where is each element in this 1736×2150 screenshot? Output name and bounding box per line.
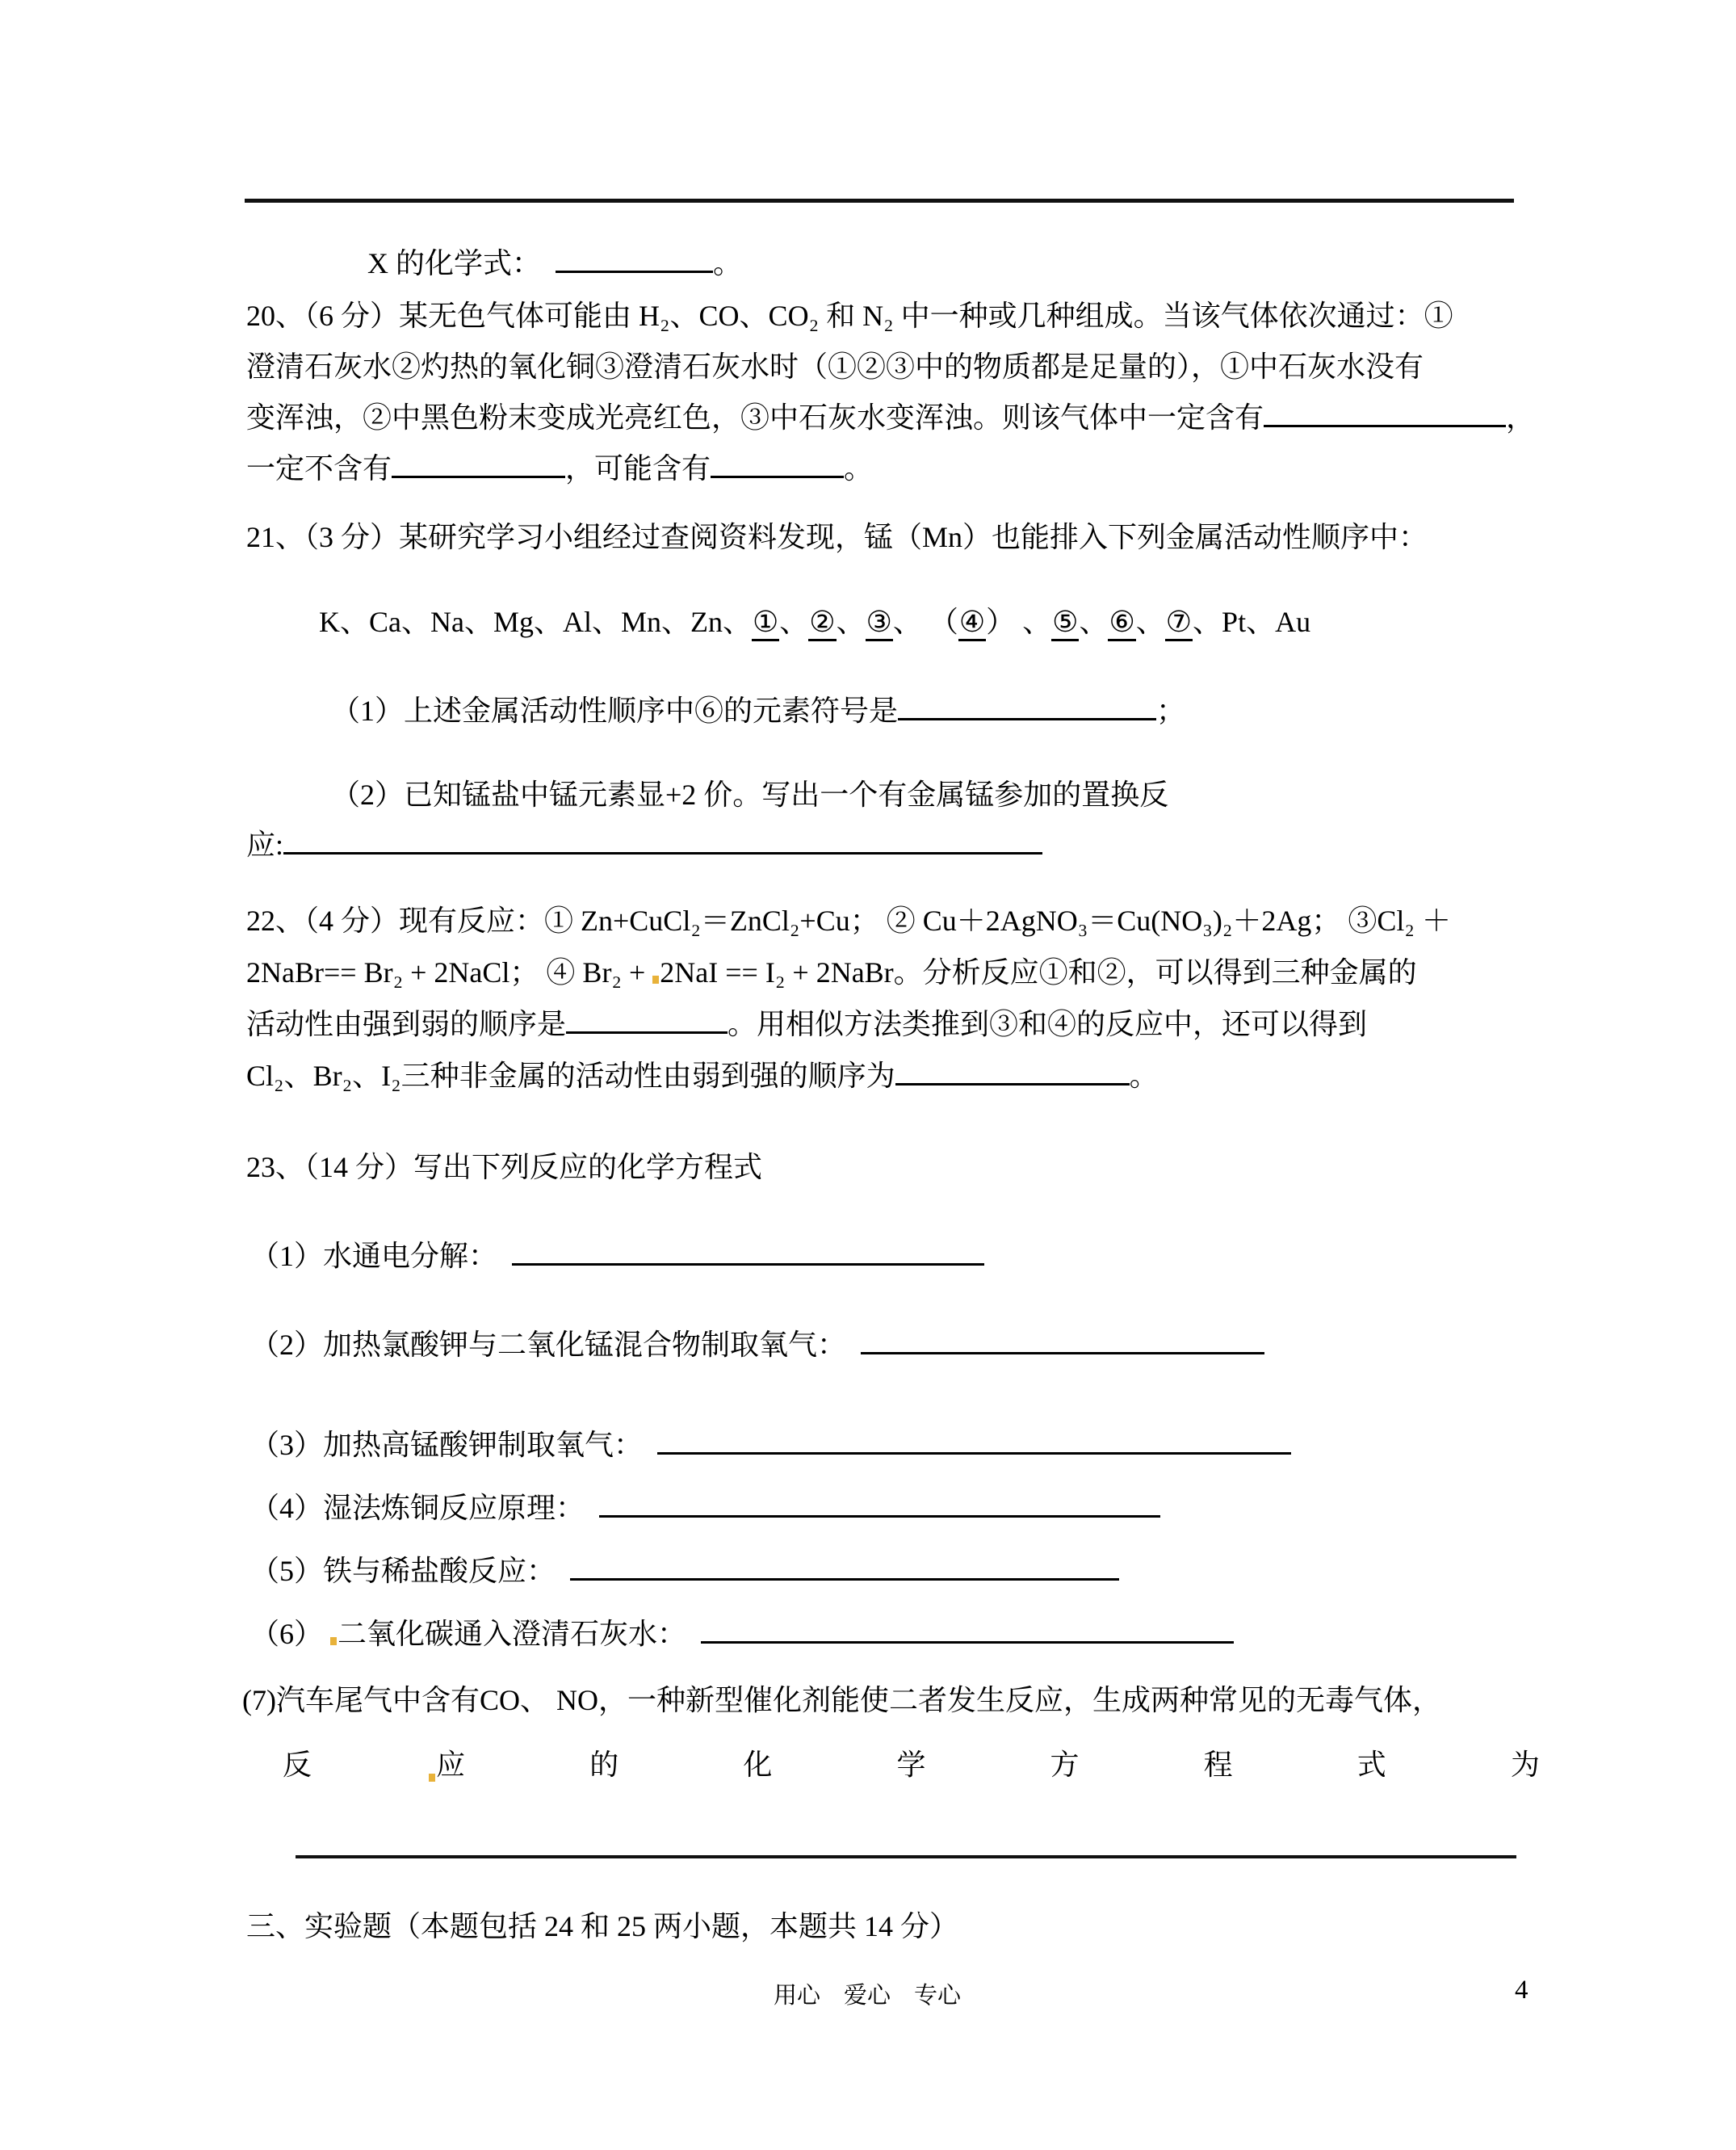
question-23-item-7-justified-line [283, 1742, 1540, 1783]
circled-number-underlined: ① [752, 606, 779, 641]
question-21-activity-series [319, 599, 1310, 640]
circled-number-underlined: ③ [866, 606, 893, 641]
footer-motto: 用心 爱心 专心 [774, 1983, 962, 2009]
text-segment: （6） [250, 1618, 331, 1650]
text-segment: （5）铁与稀盐酸反应： [250, 1555, 571, 1587]
text-segment: (7)汽车尾气中含有CO、 NO，一种新型催化剂能使二者发生反应，生成两种常见的无毒气体， [242, 1684, 1441, 1716]
text-segment: （1）上述金属活动性顺序中⑥的元素符号是 [331, 695, 899, 727]
text-segment: ； [1156, 695, 1186, 727]
question-22-line-1 [246, 895, 1451, 947]
answer-blank [1264, 397, 1506, 427]
answer-blank [701, 1614, 1234, 1644]
answer-blank [566, 1004, 728, 1034]
question-20-line-3 [246, 393, 1535, 443]
smart-tag-mark-icon [652, 976, 659, 984]
circled-number-underlined: ② [808, 606, 836, 641]
answer-blank [861, 1325, 1264, 1354]
question-21-heading [246, 514, 1428, 556]
answer-blank [570, 1551, 1119, 1581]
text-segment: 20、（6 分）某无色气体可能由 H₂、CO、CO₂ 和 N₂ 中一种或几种组成。当该气体依次通过：① [246, 300, 1453, 332]
text-segment: 一定不含有 [246, 452, 392, 485]
circled-number-underlined: ⑥ [1108, 606, 1135, 641]
answer-blank [711, 448, 844, 478]
question-21-sub2-continuation [246, 822, 1042, 863]
page-number: 4 [1515, 1976, 1528, 2005]
text-segment: 、 [779, 606, 809, 638]
text-segment: 变浑浊，②中黑色粉末变成光亮红色，③中石灰水变浑浊。则该气体中一定含有 [246, 401, 1264, 434]
question-20 [246, 291, 1535, 494]
text-segment: 方 [1050, 1749, 1080, 1781]
question-21-sub1 [331, 688, 1185, 729]
circled-number-underlined: ⑦ [1165, 606, 1193, 641]
text-segment: 。用相似方法类推到③和④的反应中，还可以得到 [728, 1008, 1368, 1040]
question-23-item-5 [250, 1548, 1119, 1589]
text-segment: （1）水通电分解： [250, 1240, 513, 1272]
question-23-item-2 [250, 1322, 1264, 1363]
text-segment: ） 、 [986, 606, 1052, 638]
text-segment: 的 [589, 1749, 619, 1781]
smart-tag-mark-icon [429, 1774, 435, 1782]
answer-blank [283, 825, 1042, 855]
text-segment: 、 [836, 606, 866, 638]
text-segment: 程 [1203, 1749, 1233, 1781]
text-segment: 三、实验题（本题包括 24 和 25 两小题，本题共 14 分） [246, 1910, 959, 1942]
question-20-line-4 [246, 443, 1535, 494]
question-23-item-6 [250, 1611, 1234, 1652]
question-20-line-1 [246, 291, 1535, 342]
answer-blank [898, 691, 1156, 720]
question-19-x-formula-line [367, 241, 742, 282]
text-segment: 。 [1129, 1060, 1159, 1092]
text-segment: （4）湿法炼铜反应原理： [250, 1492, 600, 1524]
text-segment: （2）已知锰盐中锰元素显+2 价。写出一个有金属锰参加的置换反 [331, 779, 1169, 811]
text-segment: 为 [1510, 1749, 1540, 1781]
text-segment: X 的化学式： [367, 247, 556, 279]
question-22-line-2 [246, 947, 1451, 998]
question-20-line-2 [246, 342, 1535, 393]
text-segment: 2NaBr== Br₂ + 2NaCl； ④ Br₂ + [246, 956, 653, 989]
question-23-item-7-answer-line [296, 1855, 1516, 1858]
question-23-item-1 [250, 1233, 984, 1274]
text-segment: ， [1506, 401, 1536, 434]
question-23-item-3 [250, 1422, 1291, 1463]
text-segment: 澄清石灰水②灼热的氧化铜③澄清石灰水时（①②③中的物质都是足量的），①中石灰水没有 [246, 351, 1424, 383]
answer-blank [512, 1236, 984, 1266]
text-segment: 化 [743, 1749, 773, 1781]
circled-number-underlined: ⑤ [1051, 606, 1079, 641]
answer-blank [657, 1425, 1291, 1455]
answer-blank [392, 448, 565, 478]
text-segment: 。 [844, 452, 874, 485]
circled-number-underlined: ④ [958, 606, 986, 641]
question-21-sub2 [331, 772, 1168, 813]
question-22 [246, 895, 1451, 1102]
text-segment: 。 [713, 247, 743, 279]
text-segment: 22、（4 分）现有反应：① Zn+CuCl₂＝ZnCl₂+Cu； ② Cu＋2AgNO₃＝Cu(NO₃)₂＋2Ag； ③Cl₂ ＋ [246, 905, 1451, 937]
text-segment: Cl₂、Br₂、I₂三种非金属的活动性由弱到强的顺序为 [246, 1060, 895, 1092]
text-segment: （2）加热氯酸钾与二氧化锰混合物制取氧气： [250, 1329, 862, 1361]
text-segment: 、Pt、Au [1193, 606, 1311, 638]
text-segment: 应: [246, 829, 284, 861]
smart-tag-mark-icon [330, 1637, 337, 1645]
text-segment: 活动性由强到弱的顺序是 [246, 1008, 567, 1040]
text-segment: 式 [1357, 1749, 1386, 1781]
section-3-heading [246, 1904, 958, 1945]
question-23-item-4 [250, 1485, 1160, 1526]
text-segment: 23、（14 分）写出下列反应的化学方程式 [246, 1151, 763, 1183]
question-23-item-7 [242, 1678, 1441, 1719]
text-segment: 2NaI == I₂ + 2NaBr。分析反应①和②，可以得到三种金属的 [660, 956, 1417, 989]
question-22-line-3 [246, 998, 1451, 1050]
text-segment: 二氧化碳通入澄清石灰水： [338, 1618, 702, 1650]
text-segment: 、 （ [892, 606, 958, 638]
question-22-line-4 [246, 1050, 1451, 1102]
text-segment: 、 [1135, 606, 1165, 638]
header-rule [245, 199, 1514, 203]
text-segment: 应 [436, 1742, 465, 1783]
text-segment: ，可能含有 [565, 452, 711, 485]
text-segment: （3）加热高锰酸钾制取氧气： [250, 1429, 658, 1461]
text-segment: 21、（3 分）某研究学习小组经过查阅资料发现，锰（Mn）也能排入下列金属活动性顺序中： [246, 521, 1428, 553]
answer-blank [599, 1488, 1160, 1518]
text-segment: 学 [896, 1749, 926, 1781]
text-segment: 、 [1079, 606, 1109, 638]
answer-blank [556, 243, 713, 273]
text-segment: K、Ca、Na、Mg、Al、Mn、Zn、 [319, 606, 752, 638]
answer-blank [895, 1056, 1130, 1085]
question-23-heading [246, 1144, 762, 1186]
text-segment: 反 [283, 1749, 312, 1781]
